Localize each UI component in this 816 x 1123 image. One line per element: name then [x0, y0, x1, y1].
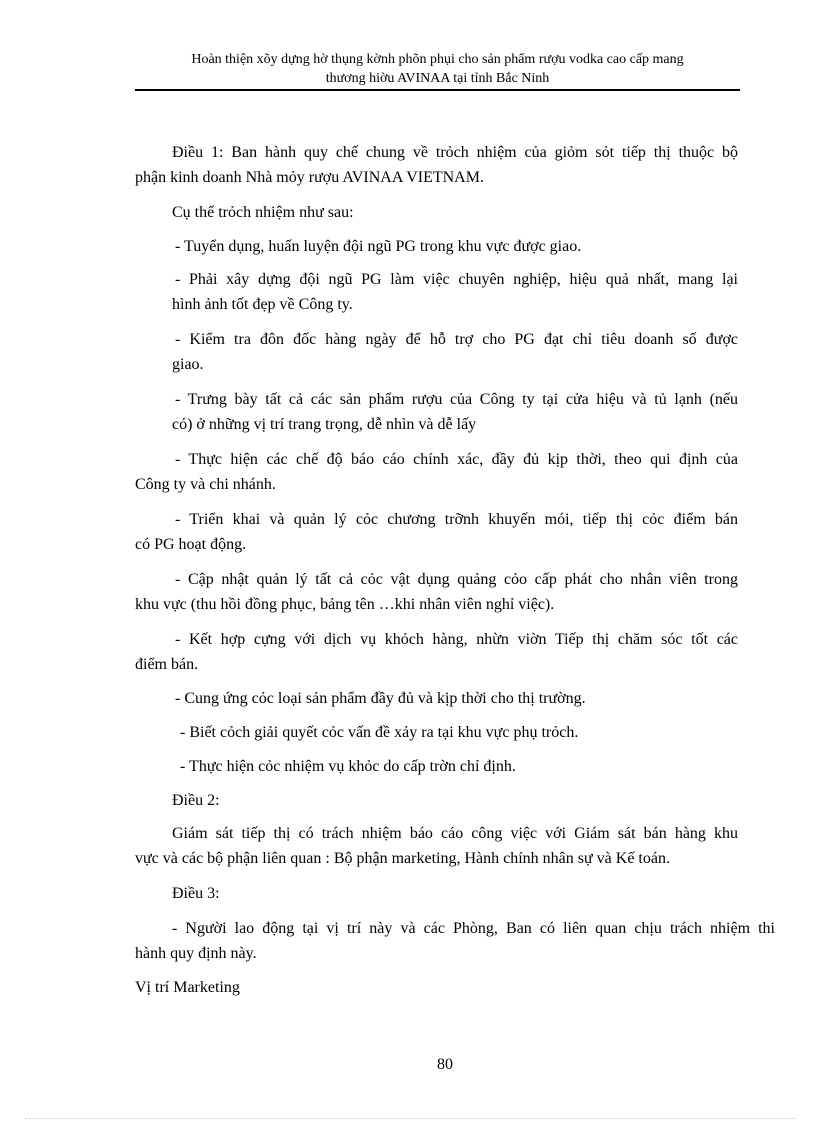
item-reporting-line-2: Công ty và chi nhánh. — [135, 476, 276, 493]
item-recruitment: - Tuyển dụng, huấn luyện đội ngũ PG trong khu vực được giao. — [175, 238, 582, 255]
item-promotions-line-2: có PG hoạt động. — [135, 536, 247, 553]
item-reporting-line-1: - Thực hiện các chế độ báo cáo chính xác, đầy đủ kịp thời, theo qui định của — [175, 451, 738, 468]
item-materials-line-1: - Cập nhật quản lý tất cả cỏc vật dụng quảng cỏo cấp phát cho nhân viên trong — [175, 571, 738, 588]
item-display-line-1: - Trưng bày tất cả các sản phẩm rượu của Công ty tại cửa hiệu và tủ lạnh (nếu — [175, 391, 738, 408]
dieu2-line-2: vực và các bộ phận liên quan : Bộ phận marketing, Hành chính nhân sự và Kế toán. — [135, 850, 670, 867]
item-supply: - Cung ứng cỏc loại sản phẩm đầy đủ và kịp thời cho thị trường. — [175, 690, 586, 707]
item-build-team-line-1: - Phải xây dựng đội ngũ PG làm việc chuyên nghiệp, hiệu quả nhất, mang lại — [175, 271, 738, 288]
dieu2-line-1: Giám sát tiếp thị có trách nhiệm báo cáo công việc với Giám sát bán hàng khu — [172, 825, 738, 842]
item-customer-care-line-1: - Kết hợp cựng với dịch vụ khỏch hàng, nhừn viờn Tiếp thị chăm sóc tốt các — [175, 631, 738, 648]
dieu1-line-2: phận kinh doanh Nhà mỏy rượu AVINAA VIETNAM. — [135, 169, 484, 186]
dieu3-line-2: hành quy định này. — [135, 945, 257, 962]
item-inspect-line-2: giao. — [172, 356, 204, 373]
section-marketing-heading: Vị trí Marketing — [135, 979, 240, 996]
item-promotions-line-1: - Triển khai và quản lý cỏc chương trỡnh khuyến mói, tiếp thị cỏc điểm bán — [175, 511, 738, 528]
item-materials-line-2: khu vực (thu hồi đồng phục, bảng tên …khi nhân viên nghỉ việc). — [135, 596, 555, 613]
item-build-team-line-2: hình ảnh tốt đẹp về Công ty. — [172, 296, 353, 313]
responsibilities-intro: Cụ thể trỏch nhiệm như sau: — [172, 204, 354, 221]
item-customer-care-line-2: điểm bán. — [135, 656, 199, 673]
dieu1-line-1: Điều 1: Ban hành quy chế chung về trỏch nhiệm của giỏm sỏt tiếp thị thuộc bộ — [172, 144, 738, 161]
page-bottom-border — [25, 1118, 795, 1119]
page-number: 80 — [437, 1056, 453, 1073]
header-line-2: thương hiờu AVINAA tại tỉnh Bắc Ninh — [325, 71, 550, 86]
item-other-tasks: - Thực hiện cỏc nhiệm vụ khỏc do cấp trờn chỉ định. — [180, 758, 516, 775]
running-header — [135, 50, 740, 88]
dieu3-line-1: - Người lao động tại vị trí này và các Phòng, Ban có liên quan chịu trách nhiệm thi — [172, 920, 775, 937]
item-problem-solving: - Biết cỏch giải quyết cỏc vấn đề xảy ra tại khu vực phụ trỏch. — [180, 724, 579, 741]
dieu2-title: Điều 2: — [172, 792, 220, 809]
header-rule — [135, 89, 740, 91]
dieu3-title: Điều 3: — [172, 885, 220, 902]
item-display-line-2: có) ở những vị trí trang trọng, dễ nhìn và dễ lấy — [172, 416, 477, 433]
header-line-1: Hoàn thiện xõy dựng hờ thụng kờnh phõn phụi cho sản phẩm rượu vodka cao cấp mang — [191, 52, 684, 67]
item-inspect-line-1: - Kiểm tra đôn đốc hàng ngày để hỗ trợ cho PG đạt chỉ tiêu doanh số được — [175, 331, 738, 348]
